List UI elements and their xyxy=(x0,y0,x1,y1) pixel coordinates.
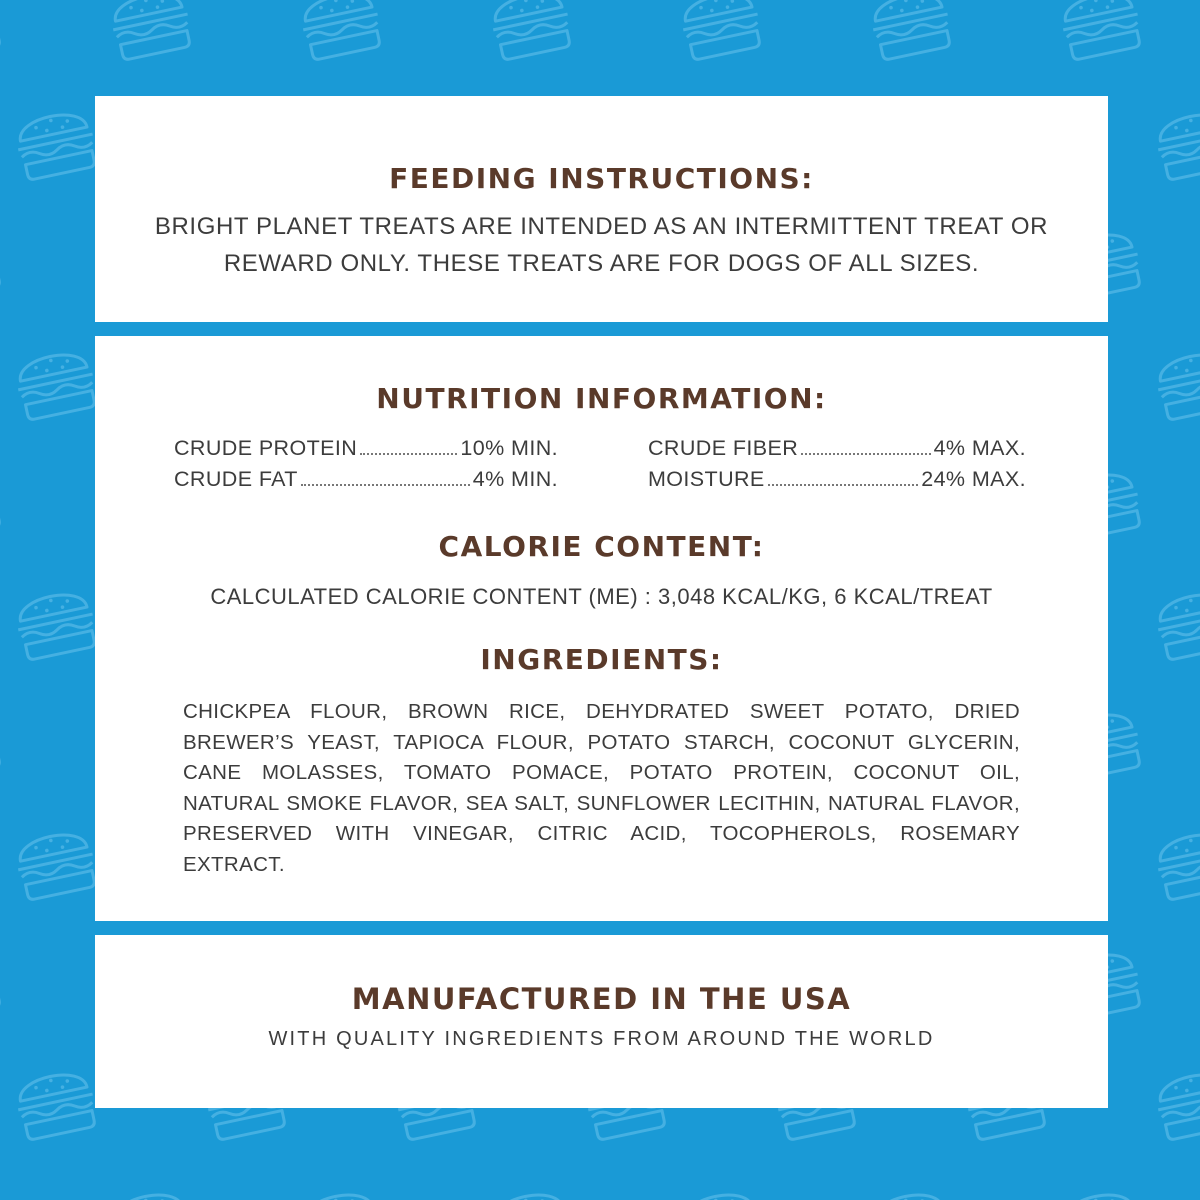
burger-icon xyxy=(298,0,384,61)
nutrition-value: 4% MIN. xyxy=(472,467,558,491)
nutrition-label: MOISTURE xyxy=(648,467,765,491)
calorie-content-heading: CALORIE CONTENT: xyxy=(438,530,765,563)
dot-leader xyxy=(360,453,457,455)
nutrition-panel xyxy=(95,336,1108,921)
ingredients-heading: INGREDIENTS: xyxy=(480,643,723,676)
calorie-content-text: CALCULATED CALORIE CONTENT (ME) : 3,048 KCAL/KG, 6 KCAL/TREAT xyxy=(210,584,993,609)
nutrition-value: 10% MIN. xyxy=(460,436,558,460)
nutrition-value: 24% MAX. xyxy=(921,467,1026,491)
burger-icon xyxy=(1153,589,1200,662)
burger-icon xyxy=(1058,1189,1144,1200)
burger-icon xyxy=(0,229,4,302)
burger-icon xyxy=(298,1189,384,1200)
feeding-instructions-heading: FEEDING INSTRUCTIONS: xyxy=(389,162,814,195)
burger-icon xyxy=(0,1189,4,1200)
burger-icon xyxy=(0,0,4,61)
nutrition-information-heading: NUTRITION INFORMATION: xyxy=(376,382,827,415)
burger-icon xyxy=(1153,349,1200,422)
burger-icon xyxy=(488,1189,574,1200)
burger-icon xyxy=(108,0,194,61)
feeding-instructions-panel xyxy=(95,96,1108,322)
burger-icon xyxy=(678,0,764,61)
burger-icon xyxy=(13,589,99,662)
manufactured-panel xyxy=(95,935,1108,1108)
burger-icon xyxy=(1058,0,1144,61)
burger-icon xyxy=(1153,1069,1200,1142)
burger-icon xyxy=(0,949,4,1022)
burger-icon xyxy=(0,469,4,542)
burger-icon xyxy=(13,109,99,182)
feeding-line-2: REWARD ONLY. THESE TREATS ARE FOR DOGS OF ALL SIZES. xyxy=(223,250,980,277)
dot-leader xyxy=(301,484,470,486)
ingredients-text: CHICKPEA FLOUR, BROWN RICE, DEHYDRATED SWEET POTATO, DRIED BREWER’S YEAST, TAPIOCA FLOUR, POTATO STARCH, COCONUT GLYCERIN, CANE MOLASSES, TOMATO POMACE, POTATO PROTEIN, COCONUT OIL, NATURAL SMOKE FLAVOR, SEA SALT, SUNFLOWER LECITHIN, NATURAL FLAVOR, PRESERVED WITH VINEGAR, CITRIC ACID, TOCOPHEROLS, ROSEMARY EXTRACT. xyxy=(183,700,1020,876)
burger-icon xyxy=(13,349,99,422)
burger-icon xyxy=(868,0,954,61)
nutrition-row-crude-fiber xyxy=(648,436,1026,467)
burger-icon xyxy=(488,0,574,61)
nutrition-row-moisture xyxy=(648,467,1026,498)
nutrition-left-column xyxy=(174,436,558,498)
burger-icon xyxy=(678,1189,764,1200)
nutrition-value: 4% MAX. xyxy=(933,436,1026,460)
burger-icon xyxy=(868,1189,954,1200)
burger-icon xyxy=(13,829,99,902)
burger-icon xyxy=(1153,109,1200,182)
burger-icon xyxy=(13,1069,99,1142)
burger-icon xyxy=(1153,829,1200,902)
nutrition-label: CRUDE FIBER xyxy=(648,436,799,460)
manufactured-heading: MANUFACTURED IN THE USA xyxy=(351,982,852,1016)
nutrition-label: CRUDE FAT xyxy=(174,467,298,491)
burger-icon xyxy=(108,1189,194,1200)
manufactured-subtext: WITH QUALITY INGREDIENTS FROM AROUND THE WORLD xyxy=(268,1028,935,1050)
dot-leader xyxy=(768,484,919,486)
nutrition-row-crude-protein xyxy=(174,436,558,467)
dot-leader xyxy=(801,453,930,455)
feeding-instructions-text xyxy=(95,208,1108,282)
nutrition-label: CRUDE PROTEIN xyxy=(174,436,358,460)
nutrition-right-column xyxy=(648,436,1026,498)
feeding-line-1: BRIGHT PLANET TREATS ARE INTENDED AS AN INTERMITTENT TREAT OR xyxy=(154,213,1049,240)
nutrition-row-crude-fat xyxy=(174,467,558,498)
burger-icon xyxy=(0,709,4,782)
